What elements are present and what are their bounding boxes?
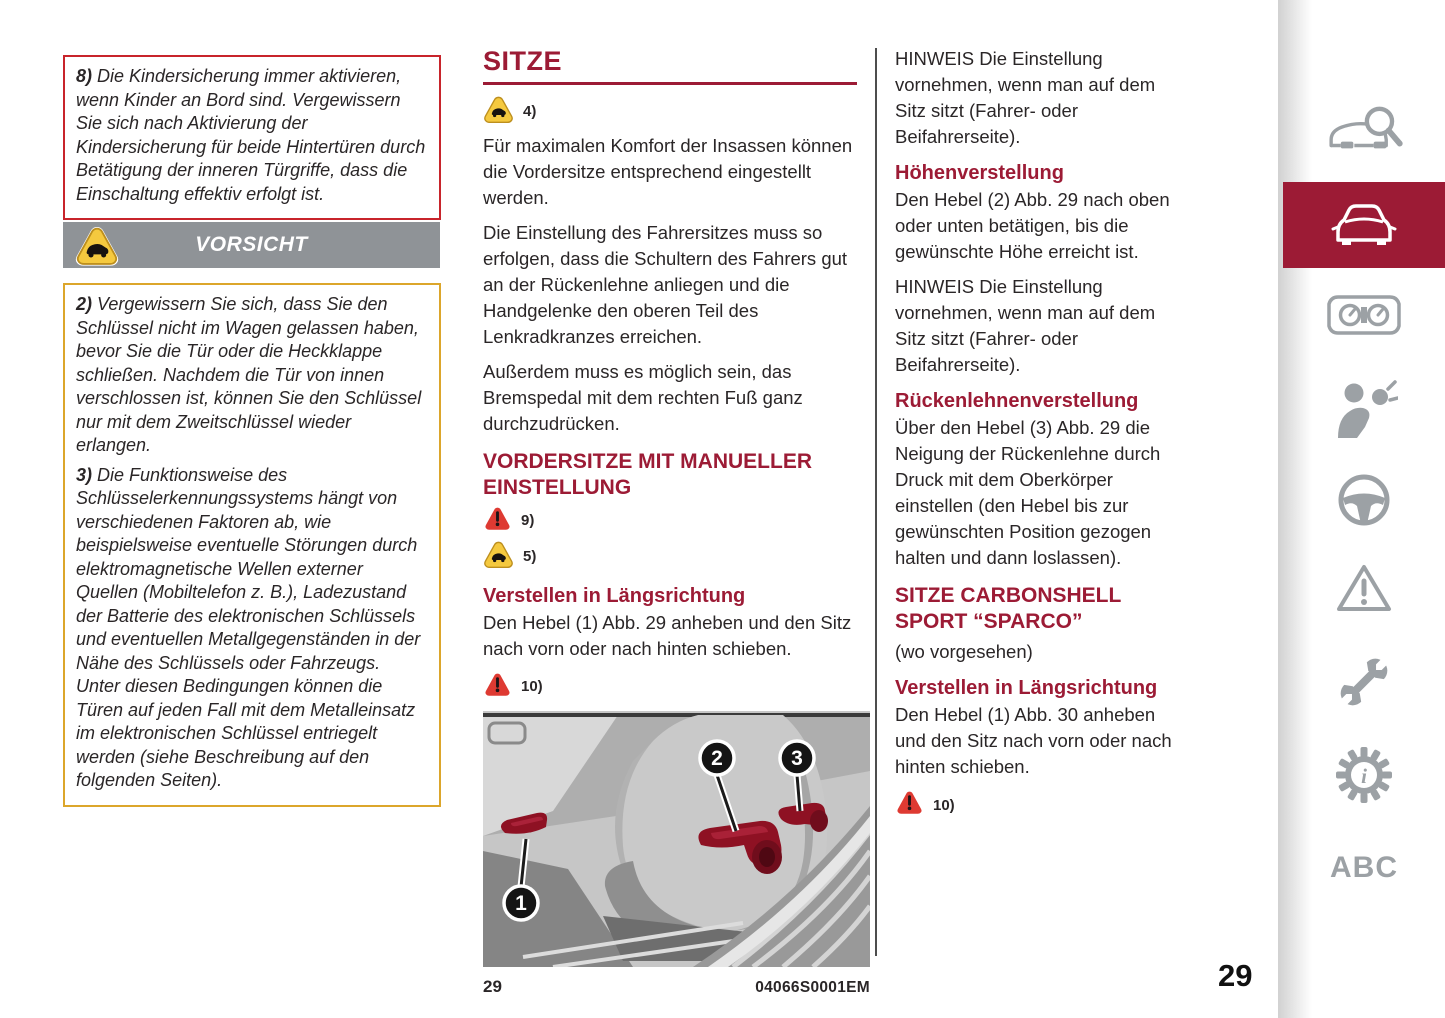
section-heading: SITZE CARBONSHELL SPORT “SPARCO” xyxy=(895,584,1121,633)
paragraph: Außerdem muss es möglich sein, das Bremspedal mit dem rechten Fuß ganz durchzudrücken. xyxy=(483,360,803,434)
ref-label-4: 4) xyxy=(523,103,537,120)
note-8-label: 8) xyxy=(76,66,93,86)
note-8 xyxy=(76,65,428,206)
abc-index-label: ABC xyxy=(1330,851,1398,884)
paragraph: Die Einstellung des Fahrersitzes muss so erfolgen, dass die Schultern des Fahrers gut an der Rückenlehne anliegen und die Handgelenke den oberen Teil des Lenkradkranzes erreichen. xyxy=(483,221,848,347)
sidebar-item-index[interactable] xyxy=(1283,848,1445,888)
caution-ref-4 xyxy=(483,96,870,128)
ref-label-5: 5) xyxy=(523,548,537,565)
instrument-cluster-icon xyxy=(1326,292,1402,343)
callout-3: 3 xyxy=(791,746,803,770)
figure-number: 29 xyxy=(483,976,502,996)
car-caution-triangle-icon xyxy=(483,95,514,128)
paragraph: Den Hebel (1) Abb. 30 anheben und den Sitz nach vorn oder nach hinten schieben. xyxy=(895,704,1172,777)
info-gear-icon xyxy=(1335,746,1393,809)
ref-label-10: 10) xyxy=(933,796,955,814)
warning-ref-10 xyxy=(895,789,1185,821)
car-caution-triangle-icon xyxy=(483,540,514,573)
note-3-label: 3) xyxy=(76,464,93,485)
paragraph: Über den Hebel (3) Abb. 29 die Neigung der Rückenlehne durch Druck mit dem Oberkörper einstellen (den Hebel bis zur gewünschten Position gezogen halten und dann loslassen). xyxy=(895,417,1161,568)
car-caution-triangle-icon xyxy=(73,223,121,272)
warning-exclamation-triangle-icon xyxy=(483,671,512,703)
note-2-text: Vergewissern Sie sich, dass Sie den Schlüssel nicht im Wagen gelassen haben, bevor Sie die Tür oder die Heckklappe schließen. Nachdem die Tür von innen verschlossen ist, können Sie den Schlüssel nur mit dem Zweitschlüssel wieder erlangen. xyxy=(76,294,422,455)
warning-ref-9 xyxy=(483,505,870,537)
paragraph: (wo vorgesehen) xyxy=(895,641,1033,662)
caution-band-label: VORSICHT xyxy=(195,233,308,256)
section-heading: VORDERSITZE MIT MANUELLER EINSTELLUNG xyxy=(483,449,812,499)
warning-note-box xyxy=(63,55,441,220)
sidebar-item-starting-driving[interactable] xyxy=(1283,473,1445,531)
subsection-heading: Verstellen in Längsrichtung xyxy=(895,677,1158,699)
note-2-label: 2) xyxy=(76,294,93,314)
warning-exclamation-triangle-icon xyxy=(483,505,512,537)
note-3 xyxy=(76,464,428,793)
sidebar-item-technical-data[interactable] xyxy=(1283,748,1445,806)
paragraph: HINWEIS Die Einstellung vornehmen, wenn man auf dem Sitz sitzt (Fahrer- oder Beifahrerseite). xyxy=(895,48,1156,147)
caution-note-box xyxy=(63,283,441,807)
warning-ref-10 xyxy=(483,671,870,703)
middle-column xyxy=(483,46,870,997)
figure-caption xyxy=(483,977,870,997)
page-title: SITZE xyxy=(483,46,563,76)
warning-exclamation-triangle-icon xyxy=(895,789,924,821)
wrench-icon xyxy=(1335,653,1393,716)
subsection-heading: Rückenlehnenverstellung xyxy=(895,390,1139,412)
sidebar-item-seats-section-active[interactable] xyxy=(1283,198,1445,252)
paragraph: Den Hebel (2) Abb. 29 nach oben oder unten betätigen, bis die gewünschte Höhe erreicht ist. xyxy=(895,189,1170,262)
ref-label-9: 9) xyxy=(521,512,535,529)
sidebar-item-instrument-panel[interactable] xyxy=(1283,294,1445,340)
paragraph: Für maximalen Komfort der Insassen können die Vordersitze entsprechend eingestellt werden. xyxy=(483,134,853,208)
callout-1: 1 xyxy=(515,891,527,915)
airbag-icon xyxy=(1330,380,1398,443)
seat-levers-illustration xyxy=(483,711,870,967)
note-2 xyxy=(76,293,428,458)
column-divider xyxy=(875,48,877,956)
sidebar-item-safety-airbag[interactable] xyxy=(1283,382,1445,440)
paragraph: HINWEIS Die Einstellung vornehmen, wenn man auf dem Sitz sitzt (Fahrer- oder Beifahrerseite). xyxy=(895,276,1156,375)
figure-code: 04066S0001EM xyxy=(755,978,870,996)
section-tab-sidebar xyxy=(1283,0,1445,1018)
steering-wheel-icon xyxy=(1335,471,1393,534)
ref-label-10: 10) xyxy=(521,678,543,695)
note-8-text: Die Kindersicherung immer aktivieren, wenn Kinder an Bord sind. Vergewissern Sie sich nach Aktivierung der Kindersicherung für beide Hintertüren durch Betätigung der inneren Türgriffe, dass die Einschaltung effektiv erfolgt ist. xyxy=(76,66,426,204)
subsection-heading: Höhenverstellung xyxy=(895,162,1064,184)
caution-band xyxy=(63,222,440,268)
callout-2: 2 xyxy=(711,746,723,770)
warning-triangle-icon xyxy=(1335,562,1393,619)
title-rule xyxy=(483,82,857,85)
car-search-icon xyxy=(1322,102,1406,165)
caution-ref-5 xyxy=(483,541,870,573)
page-number: 29 xyxy=(1218,958,1253,993)
paragraph: Den Hebel (1) Abb. 29 anheben und den Sitz nach vorn oder nach hinten schieben. xyxy=(483,611,852,659)
right-column xyxy=(895,46,1185,821)
note-3-text: Die Funktionsweise des Schlüsselerkennungssystems hängt von verschiedenen Faktoren ab, wie beispielsweise eventuelle Störungen durch elektromagnetische Wellen externer Quellen (Mobiltelefon z. B.), Ladezustand der Batterie des elektronischen Schlüssels und eventuellen Metallgegenständen in der Nähe des Schlüssels oder Fahrzeugs. Unter diesen Bedingungen können die Türen auf jeden Fall mit dem Metalleinsatz im elektronischen Schlüssel entriegelt werden (siehe Beschreibung auf den folgenden Seiten). xyxy=(76,464,421,790)
sidebar-item-maintenance[interactable] xyxy=(1283,655,1445,713)
svg-text:i: i xyxy=(1361,763,1367,788)
sidebar-item-vehicle-overview[interactable] xyxy=(1283,105,1445,161)
figure-29 xyxy=(483,711,870,997)
car-front-icon xyxy=(1328,196,1400,255)
sidebar-item-emergency[interactable] xyxy=(1283,564,1445,616)
subsection-heading: Verstellen in Längsrichtung xyxy=(483,584,746,607)
